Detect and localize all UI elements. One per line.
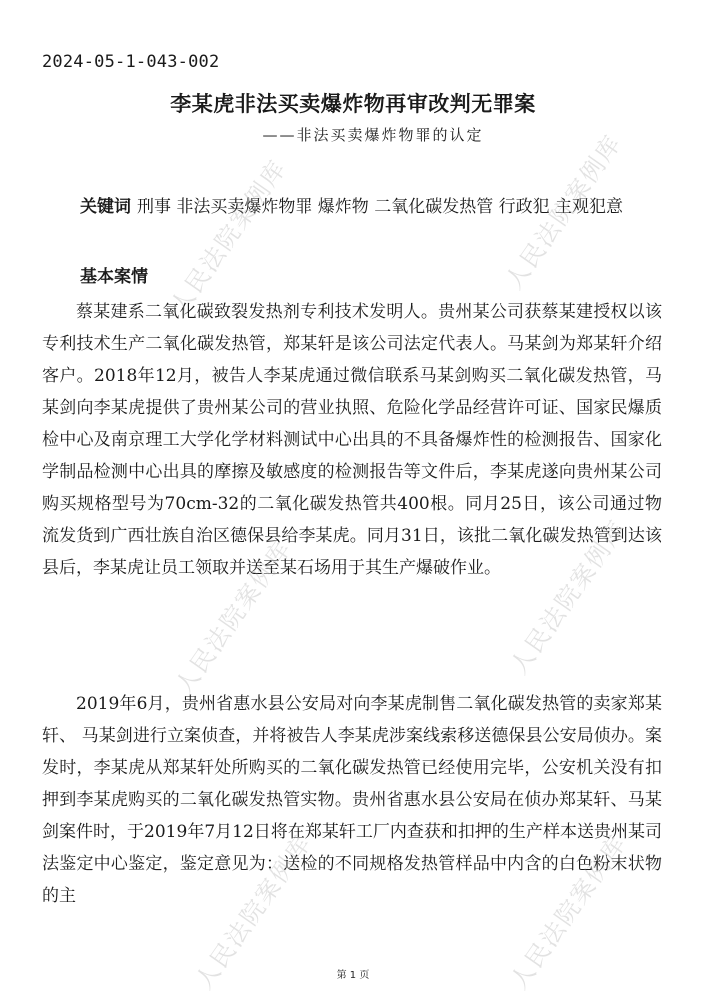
watermark-text: 人民法院案例库 <box>504 829 633 995</box>
watermark-text: 人民法院案例库 <box>499 129 628 295</box>
keywords-label: 关键词 <box>80 197 131 217</box>
watermark-text: 人民法院案例库 <box>164 154 293 320</box>
case-paragraph-1: 蔡某建系二氧化碳致裂发热剂专利技术发明人。贵州某公司获蔡某建授权以该专利技术生产二氧化碳发热管，郑某轩是该公司法定代表人。马某剑为郑某轩介绍客户。2018年12月，被告人李某虎通过微信联系马某剑购买二氧化碳发热管，马某剑向李某虎提供了贵州某公司的营业执照、危险化学品经营许可证、国家民爆质检中心及南京理工大学化学材料测试中心出具的不具备爆炸性的检测报告、国家化学制品检测中心出具的摩擦及敏感度的检测报告等文件后，李某虎遂向贵州某公司购买规格型号为70cm-32的二氧化碳发热管共400根。同月25日，该公司通过物流发货到广西壮族自治区德保县给李某虎。同月31日，该批二氧化碳发热管到达该县后，李某虎让员工领取并送至某石场用于其生产爆破作业。 <box>42 302 662 578</box>
watermark-text: 人民法院案例库 <box>189 829 318 995</box>
case-paragraph-2: 2019年6月，贵州省惠水县公安局对向李某虎制售二氧化碳发热管的卖家郑某轩、 马某剑进行立案侦查，并将被告人李某虎涉案线索移送德保县公安局侦办。案发时，李某虎从郑某轩处所购买的二氧化碳发热管已经使用完毕，公安机关没有扣押到李某虎购买的二氧化碳发热管实物。贵州省惠水县公安局在侦办郑某轩、马某剑案件时，于2019年7月12日将在郑某轩工厂内查获和扣押的生产样本送贵州某司法鉴定中心鉴定，鉴定意见为：送检的不同规格发热管样品中内含的白色粉末状物的主 <box>42 694 662 906</box>
watermark-text: 人民法院案例库 <box>169 534 298 700</box>
document-subtitle: ——非法买卖爆炸物罪的认定 <box>262 126 484 144</box>
watermark-text: 人民法院案例库 <box>504 514 633 680</box>
document-id: 2024-05-1-043-002 <box>42 52 220 72</box>
keywords-block <box>80 193 662 222</box>
document-title: 李某虎非法买卖爆炸物再审改判无罪案 <box>170 91 536 116</box>
section-heading: 基本案情 <box>80 267 148 287</box>
keywords-text: 刑事 非法买卖爆炸物罪 爆炸物 二氧化碳发热管 行政犯 主观犯意 <box>137 197 624 217</box>
page-number: 第 1 页 <box>336 970 370 981</box>
